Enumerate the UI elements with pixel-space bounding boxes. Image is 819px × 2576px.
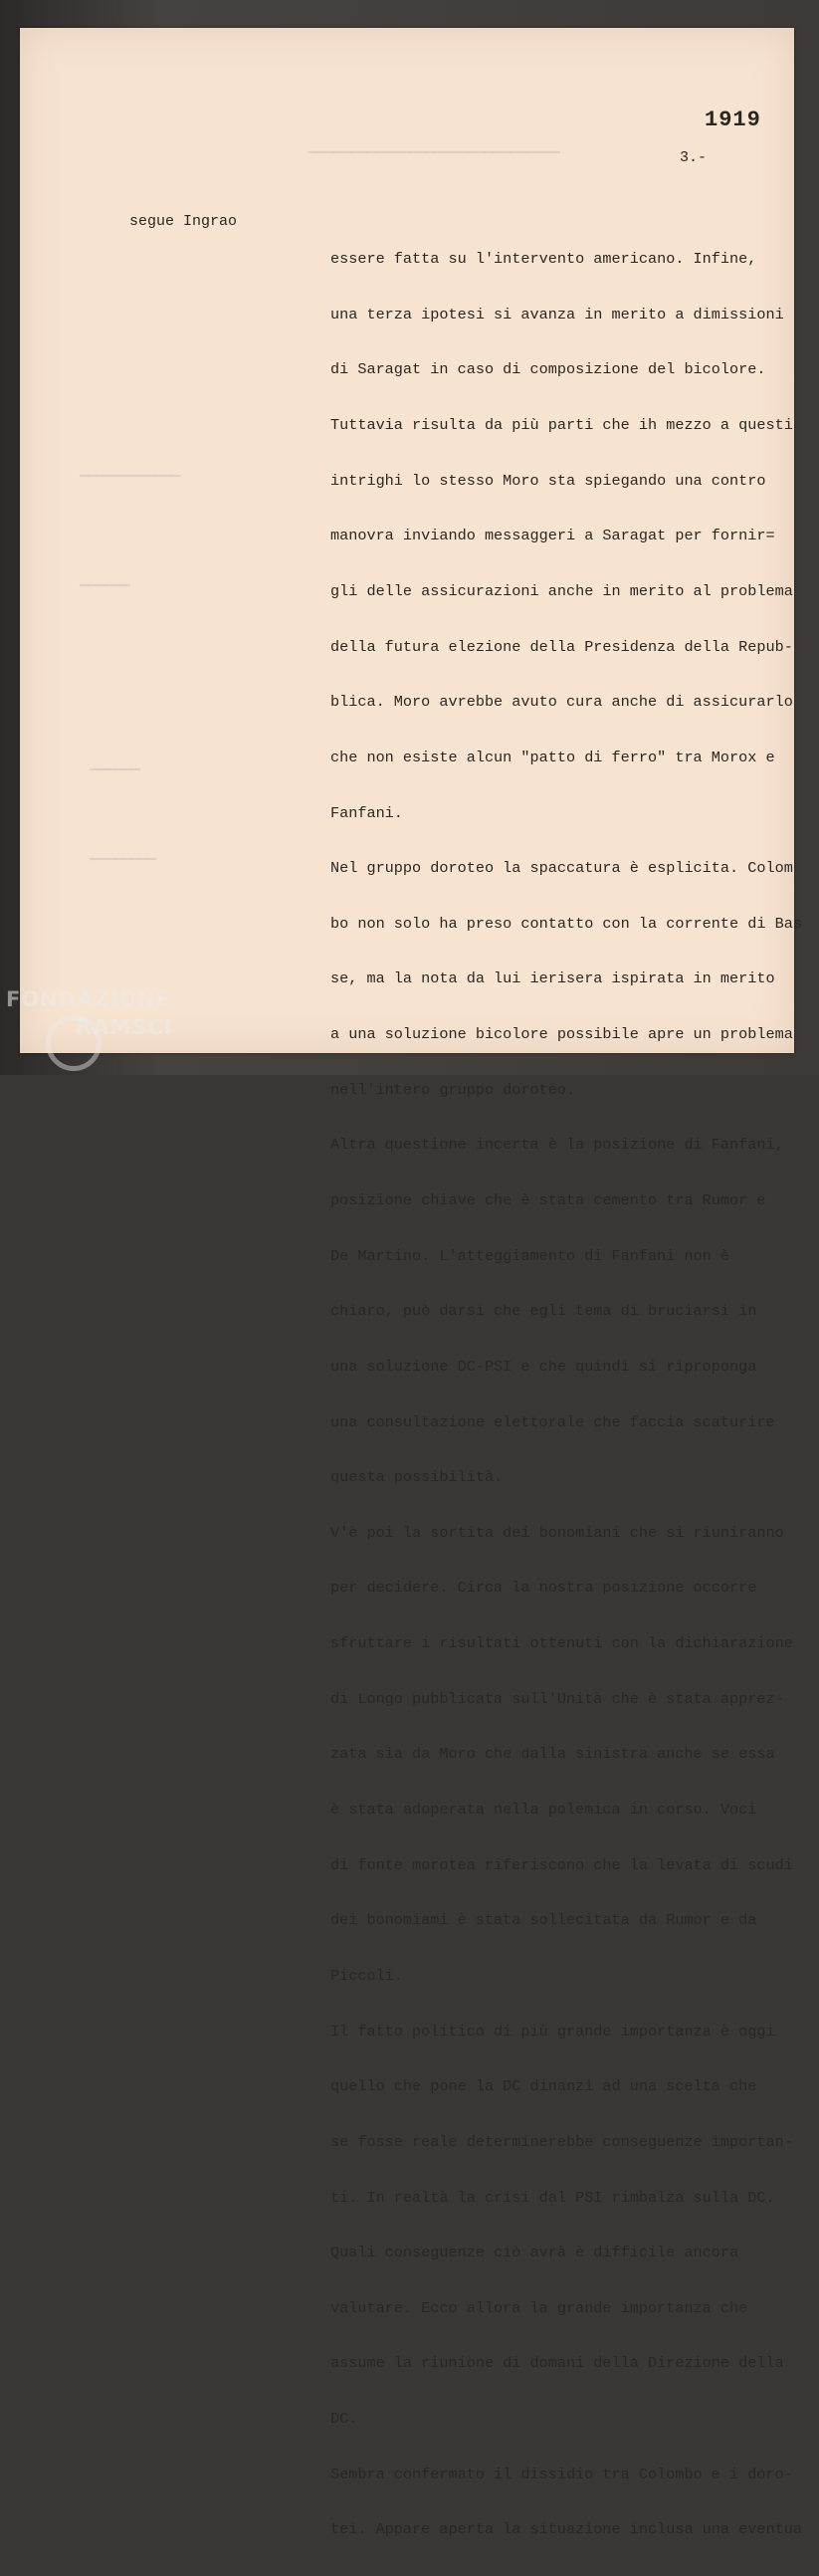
document-page	[20, 28, 802, 2539]
archive-watermark	[6, 985, 205, 1065]
text-line: ti. In realtà la crisi dal PSI rimbalza sulla DC.	[330, 2188, 775, 2207]
text-line: tei. Appare aperta la situazione inclusa una eventua	[330, 2520, 802, 2539]
text-line: valutare. Ecco allora la grande importanza che	[330, 2298, 748, 2317]
text-line: blica. Moro avrebbe avuto cura anche di assicurarlo	[330, 693, 793, 712]
text-line: intrighi lo stesso Moro sta spiegando una contro	[330, 471, 766, 490]
text-line: gli delle assicurazioni anche in merito al problema	[330, 581, 793, 600]
text-line: di Saragat in caso di composizione del bicolore.	[330, 360, 766, 379]
text-line: Altra questione incerta è la posizione di Fanfani,	[330, 1136, 784, 1155]
text-line: zata sia da Moro che dalla sinistra anche se essa	[330, 1745, 775, 1764]
margin-label: segue Ingrao	[129, 213, 238, 230]
text-line: chiaro, può darsi che egli tema di bruciarsi in	[330, 1302, 757, 1321]
text-line: questa possibilità.	[330, 1468, 504, 1487]
text-line: assume la riunione di domani della Direzione della	[330, 2354, 784, 2373]
text-line: posizione chiave che è stata cemento tra Rumor e	[330, 1190, 766, 1209]
text-line: una terza ipotesi si avanza in merito a dimissioni	[330, 305, 784, 323]
text-line: DC.	[330, 2410, 358, 2429]
text-line: di fonte morotea riferiscono che la levata di scudi	[330, 1855, 793, 1874]
text-line: De Martino. L'atteggiamento di Fanfani non è	[330, 1246, 730, 1265]
bleed-through-text: ▔▔▔▔▔▔▔▔▔▔▔▔	[80, 477, 181, 493]
text-line: nell'intero gruppo doroteo.	[330, 1080, 576, 1099]
watermark-line-1: FONDAZIONE	[6, 987, 172, 1011]
text-line: una consultazione elettorale che faccia scaturire	[330, 1412, 775, 1431]
text-line: Sembra confermato il dissidio tra Colombo e i doro-	[330, 2465, 793, 2483]
text-line: manovra inviando messaggeri a Saragat per fornir=	[330, 527, 775, 545]
text-line: sfruttare i risultati ottenuti con la dichiarazione	[330, 1634, 793, 1653]
text-line: V'è poi la sortita dei bonomiani che si riuniranno	[330, 1523, 784, 1542]
text-line: dei bonomiami è stata sollecitata da Rumor e da	[330, 1911, 757, 1930]
bleed-through-text: ▔▔▔▔▔▔▔▔	[90, 860, 157, 876]
watermark-line-2: RAMSCI	[76, 1015, 173, 1039]
text-line: di Longo pubblicata sull'Unità che è stata apprez-	[330, 1689, 784, 1708]
text-line: quello che pone la DC dinanzi ad una scelta che	[330, 2077, 757, 2096]
text-line: a una soluzione bicolore possibile apre un problema	[330, 1025, 793, 1044]
bleed-through-text: ▔▔▔▔▔▔▔▔▔▔▔▔▔▔▔▔▔▔▔▔▔▔▔▔▔▔▔▔▔▔	[308, 153, 560, 169]
page-number: 3.-	[680, 149, 708, 166]
text-line: bo non solo ha preso contatto con la corrente di Bas	[330, 914, 802, 933]
typed-body-text	[330, 213, 808, 2576]
text-line: Fanfani.	[330, 803, 403, 822]
text-line: che non esiste alcun "patto di ferro" tra Morox e	[330, 748, 775, 766]
text-line: Il fatto politico di più grande importanza è oggi	[330, 2022, 775, 2040]
text-line: della futura elezione della Presidenza della Repub-	[330, 637, 793, 656]
page-id: 1919	[705, 107, 761, 132]
text-line: se fosse reale determinerebbe conseguenze importan-	[330, 2132, 793, 2151]
text-line: se, ma la nota da lui ierisera ispirata in merito	[330, 969, 775, 988]
text-line: essere fatta su l'intervento americano. Infine,	[330, 250, 757, 269]
text-line: è stata adoperata nella polemica in corso. Voci	[330, 1801, 757, 1820]
text-line: Quali conseguenze ciò avrà è difficile ancora	[330, 2244, 739, 2262]
text-line: una soluzione DC-PSI e che quindi si riproponga	[330, 1357, 757, 1376]
bleed-through-text: ▔▔▔▔▔▔	[80, 586, 130, 602]
text-line: Nel gruppo doroteo la spaccatura è esplicita. Colom	[330, 859, 793, 878]
bleed-through-text: ▔▔▔▔▔▔	[90, 770, 140, 786]
text-line: per decidere. Circa la nostra posizione occorre	[330, 1579, 757, 1598]
text-line: Piccoli.	[330, 1966, 403, 1985]
text-line: Tuttavia risulta da più parti che ih mezzo a questi	[330, 416, 793, 435]
